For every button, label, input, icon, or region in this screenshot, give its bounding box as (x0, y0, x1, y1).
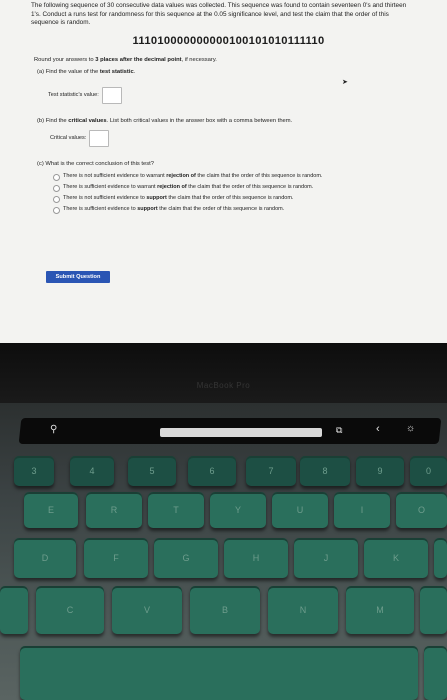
part-a-question: (a) Find the value of the test statistic. (37, 68, 136, 75)
key-d[interactable]: D (14, 538, 76, 578)
touchbar-search-icon[interactable]: ⚲ (50, 424, 58, 435)
key-o[interactable]: O (396, 492, 447, 528)
key-command[interactable] (424, 646, 447, 700)
key-i[interactable]: I (334, 492, 390, 528)
key-l[interactable] (434, 538, 447, 578)
critical-values-input[interactable] (89, 130, 109, 147)
critical-values-row (50, 130, 411, 147)
critical-values-label: Critical values: (50, 135, 87, 142)
key-c[interactable]: C (36, 586, 104, 634)
mouse-cursor-icon: ➤ (342, 79, 348, 86)
test-statistic-row (48, 87, 411, 104)
key-8[interactable]: 8 (300, 456, 350, 486)
rounding-instruction: Round your answers to 3 places after the decimal point, if necessary. (34, 56, 217, 63)
touchbar-back-icon[interactable]: ‹ (376, 423, 380, 435)
key-7[interactable]: 7 (246, 456, 296, 486)
part-c-question: (c) What is the correct conclusion of this test? (37, 160, 154, 167)
part-b-question: (b) Find the critical values. List both critical values in the answer box with a comma between them. (37, 117, 293, 124)
radio-button[interactable] (53, 196, 60, 203)
radio-button[interactable] (53, 174, 60, 181)
key-k[interactable]: K (364, 538, 428, 578)
question-content (31, 2, 411, 217)
key-x[interactable] (0, 586, 28, 634)
test-statistic-input[interactable] (102, 87, 122, 104)
key-j[interactable]: J (294, 538, 358, 578)
browser-screen (0, 0, 447, 343)
test-statistic-label: Test statistic's value: (48, 92, 99, 99)
key-y[interactable]: Y (210, 492, 266, 528)
option-label: There is sufficient evidence to support the claim that the order of this sequence is random. (63, 205, 285, 212)
option-label: There is not sufficient evidence to warrant rejection of the claim that the order of this sequence is random. (63, 172, 323, 179)
conclusion-options (53, 173, 411, 214)
key-0[interactable]: 0 (410, 456, 447, 486)
key-3[interactable]: 3 (14, 456, 54, 486)
conclusion-option-4[interactable] (53, 206, 373, 214)
key-m[interactable]: M (346, 586, 414, 634)
key-v[interactable]: V (112, 586, 182, 634)
conclusion-option-3[interactable] (53, 195, 373, 203)
key-4[interactable]: 4 (70, 456, 114, 486)
key-9[interactable]: 9 (356, 456, 404, 486)
option-label: There is not sufficient evidence to support the claim that the order of this sequence is random. (63, 194, 294, 201)
option-label: There is sufficient evidence to warrant rejection of the claim that the order of this sequence is random. (63, 183, 314, 190)
laptop-brand-label: MacBook Pro (196, 381, 251, 390)
radio-button[interactable] (53, 207, 60, 214)
key-n[interactable]: N (268, 586, 338, 634)
key-6[interactable]: 6 (188, 456, 236, 486)
key-e[interactable]: E (24, 492, 78, 528)
key-space[interactable] (20, 646, 418, 700)
conclusion-option-2[interactable] (53, 184, 373, 192)
screen-bezel (0, 343, 447, 403)
touchbar-slider[interactable] (160, 428, 322, 437)
key-b[interactable]: B (190, 586, 260, 634)
touchbar-screenshot-icon[interactable]: ⧉ (336, 425, 343, 435)
key-comma[interactable] (420, 586, 447, 634)
key-r[interactable]: R (86, 492, 142, 528)
key-g[interactable]: G (154, 538, 218, 578)
conclusion-option-1[interactable] (53, 173, 373, 181)
radio-button[interactable] (53, 185, 60, 192)
key-t[interactable]: T (148, 492, 204, 528)
touchbar-brightness-icon[interactable]: ☼ (406, 423, 416, 434)
key-h[interactable]: H (224, 538, 288, 578)
key-u[interactable]: U (272, 492, 328, 528)
data-sequence: 111010000000000100101010111110 (132, 34, 325, 47)
key-5[interactable]: 5 (128, 456, 176, 486)
key-f[interactable]: F (84, 538, 148, 578)
submit-question-button[interactable]: Submit Question (46, 271, 110, 283)
problem-intro: The following sequence of 30 consecutive data values was collected. This sequence was found to contain seventeen 0's and thirteen 1's. Conduct a runs test for randomness for this sequence at the 0.05 significance level, and test the claim that the order of this sequence is random. (31, 2, 407, 27)
